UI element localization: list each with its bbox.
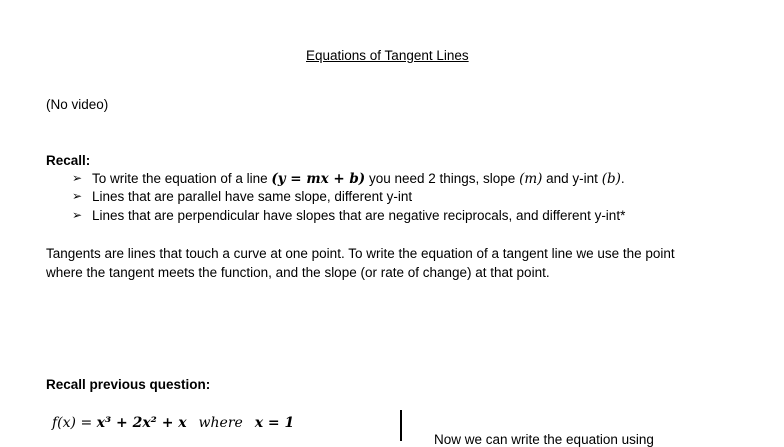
slope-symbol: (m) xyxy=(519,171,543,187)
where-word: where xyxy=(198,415,243,431)
arrow-bullet-icon: ➢ xyxy=(72,171,83,185)
recall-item-perpendicular: Lines that are perpendicular have slopes that are negative reciprocals, and different y-int* xyxy=(92,208,626,223)
line-equation: (y = mx + b) xyxy=(271,171,366,187)
arrow-bullet-icon: ➢ xyxy=(72,189,83,203)
partial-text-cut-off: Now we can write the equation using xyxy=(434,432,654,447)
recall-item-line-equation xyxy=(92,170,625,188)
paragraph-line-1: Tangents are lines that touch a curve at one point. To write the equation of a tangent line we use the point xyxy=(46,246,675,261)
no-video-note: (No video) xyxy=(46,97,109,112)
recall-previous-heading: Recall previous question: xyxy=(46,377,211,392)
intercept-symbol: (b) xyxy=(601,171,621,187)
bullet-text: and y-int xyxy=(542,171,602,186)
page-title: Equations of Tangent Lines xyxy=(306,48,469,63)
recall-item-parallel: Lines that are parallel have same slope, different y-int xyxy=(92,189,413,204)
bullet-text: . xyxy=(620,171,625,186)
arrow-bullet-icon: ➢ xyxy=(72,208,83,222)
x-condition: x = 1 xyxy=(254,415,295,431)
recall-heading: Recall: xyxy=(46,153,91,168)
paragraph-line-2: where the tangent meets the function, and the slope (or rate of change) at that point. xyxy=(46,265,550,280)
function-lhs: f(x) = xyxy=(52,415,97,431)
function-rhs: x³ + 2x² + x xyxy=(96,415,187,431)
bullet-text: To write the equation of a line xyxy=(92,171,272,186)
column-divider xyxy=(400,410,402,441)
bullet-text: you need 2 things, slope xyxy=(365,171,520,186)
function-equation xyxy=(52,414,294,432)
